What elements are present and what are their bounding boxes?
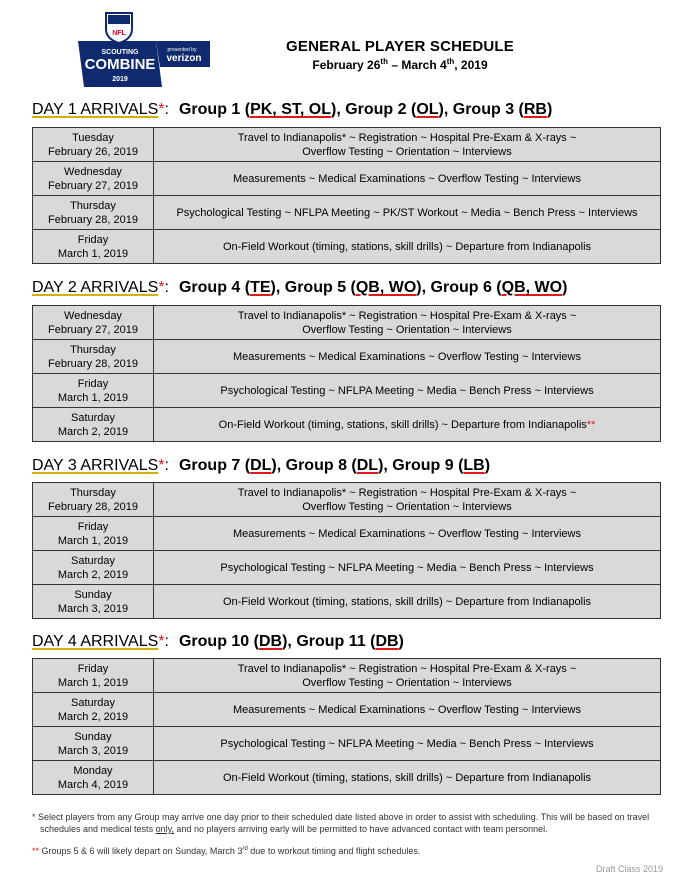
weekday: Friday	[77, 662, 109, 675]
weekday: Sunday	[74, 588, 112, 601]
group-positions: QB, WO	[501, 279, 563, 296]
date-cell	[33, 761, 154, 795]
departure-note-marker: **	[586, 418, 596, 431]
group-suffix: ),	[438, 101, 453, 118]
date-cell	[33, 659, 154, 693]
date-cell	[33, 340, 154, 374]
activities-line1-text: On-Field Workout (timing, stations, skill drills) ~ Departure from Indianapolis	[222, 595, 592, 608]
activities-line1	[154, 771, 660, 785]
table-row	[33, 340, 661, 374]
date-cell	[33, 196, 154, 230]
activities-line1	[154, 662, 660, 676]
group-positions: PK, ST, OL	[250, 101, 331, 118]
group-prefix: Group 8 (	[285, 457, 357, 474]
day-heading	[32, 279, 567, 297]
date: February 28, 2019	[48, 213, 138, 226]
date-cell	[33, 693, 154, 727]
date: February 27, 2019	[48, 179, 138, 192]
combine-logo	[78, 11, 210, 87]
group-list	[179, 457, 490, 474]
draft-class-label: Draft Class 2019	[595, 864, 663, 874]
date-start-suffix: th	[380, 57, 388, 66]
date: March 1, 2019	[57, 676, 129, 689]
date-cell	[33, 306, 154, 340]
activities-cell	[154, 162, 661, 196]
footnote-early-arrival-line1: * Select players from any Group may arrive one day prior to their scheduled date listed above in order to assist with scheduling. This will be based on travel	[32, 812, 650, 822]
weekday: Sunday	[74, 730, 112, 743]
date: February 26, 2019	[48, 145, 138, 158]
group-positions: DL	[250, 457, 272, 474]
group-suffix: ),	[270, 279, 285, 296]
date: March 2, 2019	[57, 710, 129, 723]
schedule-table	[32, 127, 661, 264]
activities-line1	[154, 737, 660, 751]
footnote-departure	[32, 843, 420, 857]
date-cell	[33, 551, 154, 585]
date-end-suffix: th	[446, 57, 455, 66]
schedule-table	[32, 482, 661, 619]
schedule-table	[32, 658, 661, 795]
header	[250, 38, 550, 72]
group-prefix: Group 2 (	[345, 101, 417, 118]
arrivals-colon: :	[164, 279, 169, 296]
nfl-shield-text: NFL	[112, 30, 126, 37]
weekday: Saturday	[70, 554, 116, 567]
activities-cell	[154, 585, 661, 619]
table-row	[33, 727, 661, 761]
activities-line1-text: Measurements ~ Medical Examinations ~ Overflow Testing ~ Interviews	[233, 172, 581, 185]
table-row	[33, 162, 661, 196]
arrivals-colon: :	[164, 457, 169, 474]
weekday: Friday	[77, 377, 109, 390]
group-prefix: Group 10 (	[178, 633, 259, 650]
weekday: Friday	[77, 520, 109, 533]
day-heading	[32, 633, 404, 651]
day-heading	[32, 457, 490, 475]
weekday: Thursday	[70, 486, 116, 499]
activities-line1-text: Measurements ~ Medical Examinations ~ Overflow Testing ~ Interviews	[233, 350, 581, 363]
activities-cell	[154, 408, 661, 442]
activities-line1	[154, 486, 660, 500]
table-row	[33, 551, 661, 585]
activities-cell	[154, 374, 661, 408]
date: March 1, 2019	[57, 391, 129, 404]
footnote-early-arrival-line2	[32, 823, 672, 835]
group-prefix: Group 6 (	[430, 279, 502, 296]
date-range-year: , 2019	[454, 58, 488, 72]
footnote-only-word: only,	[155, 824, 174, 834]
group-positions: LB	[463, 457, 485, 474]
arrivals-colon: :	[164, 101, 169, 118]
activities-line2: Overflow Testing ~ Orientation ~ Interviews	[302, 676, 512, 689]
group-suffix: )	[562, 279, 568, 296]
activities-cell	[154, 483, 661, 517]
activities-line1-text: Measurements ~ Medical Examinations ~ Overflow Testing ~ Interviews	[233, 527, 581, 540]
activities-cell	[154, 727, 661, 761]
schedule-table	[32, 305, 661, 442]
arrivals-label: DAY 2 ARRIVALS	[32, 279, 159, 296]
group-prefix: Group 1 (	[178, 101, 251, 118]
logo-line1: SCOUTING	[101, 49, 139, 56]
date: February 28, 2019	[48, 357, 138, 370]
weekday: Wednesday	[64, 165, 122, 178]
date-cell	[33, 483, 154, 517]
arrivals-asterisk: *	[158, 633, 165, 650]
group-list	[179, 101, 552, 118]
page-title: GENERAL PLAYER SCHEDULE	[286, 38, 514, 55]
activities-cell	[154, 659, 661, 693]
date: March 2, 2019	[57, 425, 129, 438]
footnote-early-arrival-text-a: schedules and medical tests	[40, 824, 156, 834]
arrivals-label: DAY 4 ARRIVALS	[32, 633, 159, 650]
weekday: Thursday	[70, 343, 116, 356]
group-positions: TE	[250, 279, 271, 296]
activities-line1-text: Psychological Testing ~ NFLPA Meeting ~ Media ~ Bench Press ~ Interviews	[220, 737, 594, 750]
group-suffix: ),	[282, 633, 297, 650]
table-row	[33, 128, 661, 162]
activities-line1-text: Travel to Indianapolis* ~ Registration ~ Hospital Pre-Exam & X-rays ~	[237, 486, 577, 499]
weekday: Monday	[73, 764, 113, 777]
date: March 2, 2019	[57, 568, 129, 581]
table-row	[33, 306, 661, 340]
group-list	[179, 279, 567, 296]
table-row	[33, 517, 661, 551]
table-row	[33, 659, 661, 693]
group-suffix: )	[484, 457, 491, 474]
group-prefix: Group 3 (	[452, 101, 524, 118]
activities-cell	[154, 340, 661, 374]
group-positions: QB, WO	[355, 279, 417, 296]
date-range-start: February 26	[312, 58, 381, 72]
date-cell	[33, 230, 154, 264]
table-row	[33, 761, 661, 795]
activities-line2: Overflow Testing ~ Orientation ~ Interviews	[302, 500, 512, 513]
group-prefix: Group 9 (	[392, 457, 464, 474]
date-cell	[33, 585, 154, 619]
group-suffix: ),	[330, 101, 346, 118]
table-row	[33, 693, 661, 727]
footnote-departure-text-b: due to workout timing and flight schedules.	[247, 846, 421, 856]
weekday: Wednesday	[64, 309, 122, 322]
logo-sponsor: verizon	[166, 53, 202, 64]
activities-cell	[154, 551, 661, 585]
activities-line1-text: Travel to Indianapolis* ~ Registration ~ Hospital Pre-Exam & X-rays ~	[237, 662, 577, 675]
date: February 28, 2019	[48, 500, 138, 513]
activities-line1	[154, 131, 660, 145]
date: March 1, 2019	[57, 534, 129, 547]
footnote-early-arrival	[32, 811, 672, 835]
date-range-end: – March 4	[387, 58, 447, 72]
date: March 1, 2019	[57, 247, 129, 260]
activities-line1-text: Psychological Testing ~ NFLPA Meeting ~ Media ~ Bench Press ~ Interviews	[220, 561, 594, 574]
weekday: Saturday	[70, 411, 116, 424]
weekday: Thursday	[70, 199, 116, 212]
arrivals-asterisk: *	[158, 101, 165, 118]
date-cell	[33, 727, 154, 761]
date-cell	[33, 128, 154, 162]
group-prefix: Group 5 (	[284, 279, 356, 296]
group-prefix: Group 4 (	[178, 279, 251, 296]
group-positions: DL	[356, 457, 379, 474]
activities-line2: Overflow Testing ~ Orientation ~ Interviews	[302, 323, 512, 336]
activities-line1-text: Travel to Indianapolis* ~ Registration ~ Hospital Pre-Exam & X-rays ~	[237, 131, 577, 144]
activities-line1-text: On-Field Workout (timing, stations, skill drills) ~ Departure from Indianapolis	[218, 418, 587, 431]
group-suffix: )	[398, 633, 404, 650]
group-suffix: ),	[416, 279, 431, 296]
activities-line2: Overflow Testing ~ Orientation ~ Interviews	[302, 145, 512, 158]
date-cell	[33, 408, 154, 442]
table-row	[33, 196, 661, 230]
activities-line1	[154, 384, 660, 398]
footnote-early-arrival-text-b: and no players arriving early will be permitted to have advanced contact with team personnel.	[173, 824, 548, 834]
table-row	[33, 408, 661, 442]
activities-line1	[154, 561, 660, 575]
logo-presented: presented by	[167, 47, 197, 53]
arrivals-label: DAY 1 ARRIVALS	[32, 101, 159, 118]
arrivals-asterisk: *	[158, 457, 165, 474]
footnote-departure-marker: **	[32, 846, 40, 856]
table-row	[33, 585, 661, 619]
date-cell	[33, 374, 154, 408]
footnote-departure-text-a: Groups 5 & 6 will likely depart on Sunday, March 3	[39, 846, 243, 856]
table-row	[33, 483, 661, 517]
date-cell	[33, 517, 154, 551]
group-positions: OL	[416, 101, 439, 118]
group-suffix: ),	[378, 457, 393, 474]
activities-cell	[154, 128, 661, 162]
date: March 3, 2019	[57, 602, 129, 615]
group-positions: DB	[375, 633, 399, 650]
activities-line1	[154, 350, 660, 364]
activities-line1-text: Psychological Testing ~ NFLPA Meeting ~ Media ~ Bench Press ~ Interviews	[220, 384, 594, 397]
weekday: Saturday	[70, 696, 116, 709]
activities-line1-text: Measurements ~ Medical Examinations ~ Overflow Testing ~ Interviews	[233, 703, 581, 716]
logo-year: 2019	[112, 76, 128, 83]
date: March 4, 2019	[57, 778, 129, 791]
arrivals-colon: :	[164, 633, 169, 650]
table-row	[33, 374, 661, 408]
group-positions: DB	[258, 633, 283, 650]
table-row	[33, 230, 661, 264]
footnote-departure-suffix: rd	[242, 846, 248, 852]
group-suffix: ),	[271, 457, 286, 474]
activities-line1	[154, 703, 660, 717]
activities-cell	[154, 230, 661, 264]
activities-line1	[154, 240, 660, 254]
group-prefix: Group 7 (	[178, 457, 251, 474]
arrivals-asterisk: *	[158, 279, 165, 296]
date-cell	[33, 162, 154, 196]
activities-line1	[154, 527, 660, 541]
activities-line1	[154, 418, 660, 432]
activities-line1-text: Travel to Indianapolis* ~ Registration ~ Hospital Pre-Exam & X-rays ~	[237, 309, 577, 322]
date-range	[250, 57, 550, 72]
day-heading	[32, 101, 552, 119]
activities-line1-text: On-Field Workout (timing, stations, skill drills) ~ Departure from Indianapolis	[222, 771, 592, 784]
activities-line1	[154, 206, 660, 220]
activities-cell	[154, 693, 661, 727]
group-list	[179, 633, 404, 650]
group-positions: RB	[523, 101, 547, 118]
group-suffix: )	[546, 101, 553, 118]
logo-line2: COMBINE	[84, 56, 156, 73]
group-prefix: Group 11 (	[296, 633, 376, 650]
arrivals-label: DAY 3 ARRIVALS	[32, 457, 159, 474]
activities-line1	[154, 172, 660, 186]
activities-cell	[154, 517, 661, 551]
activities-line1-text: On-Field Workout (timing, stations, skill drills) ~ Departure from Indianapolis	[222, 240, 592, 253]
activities-line1	[154, 309, 660, 323]
weekday: Tuesday	[72, 131, 114, 144]
date: March 3, 2019	[57, 744, 129, 757]
activities-cell	[154, 761, 661, 795]
date: February 27, 2019	[48, 323, 138, 336]
activities-cell	[154, 306, 661, 340]
activities-cell	[154, 196, 661, 230]
weekday: Friday	[77, 233, 109, 246]
activities-line1	[154, 595, 660, 609]
activities-line1-text: Psychological Testing ~ NFLPA Meeting ~ PK/ST Workout ~ Media ~ Bench Press ~ Interviews	[176, 206, 638, 219]
